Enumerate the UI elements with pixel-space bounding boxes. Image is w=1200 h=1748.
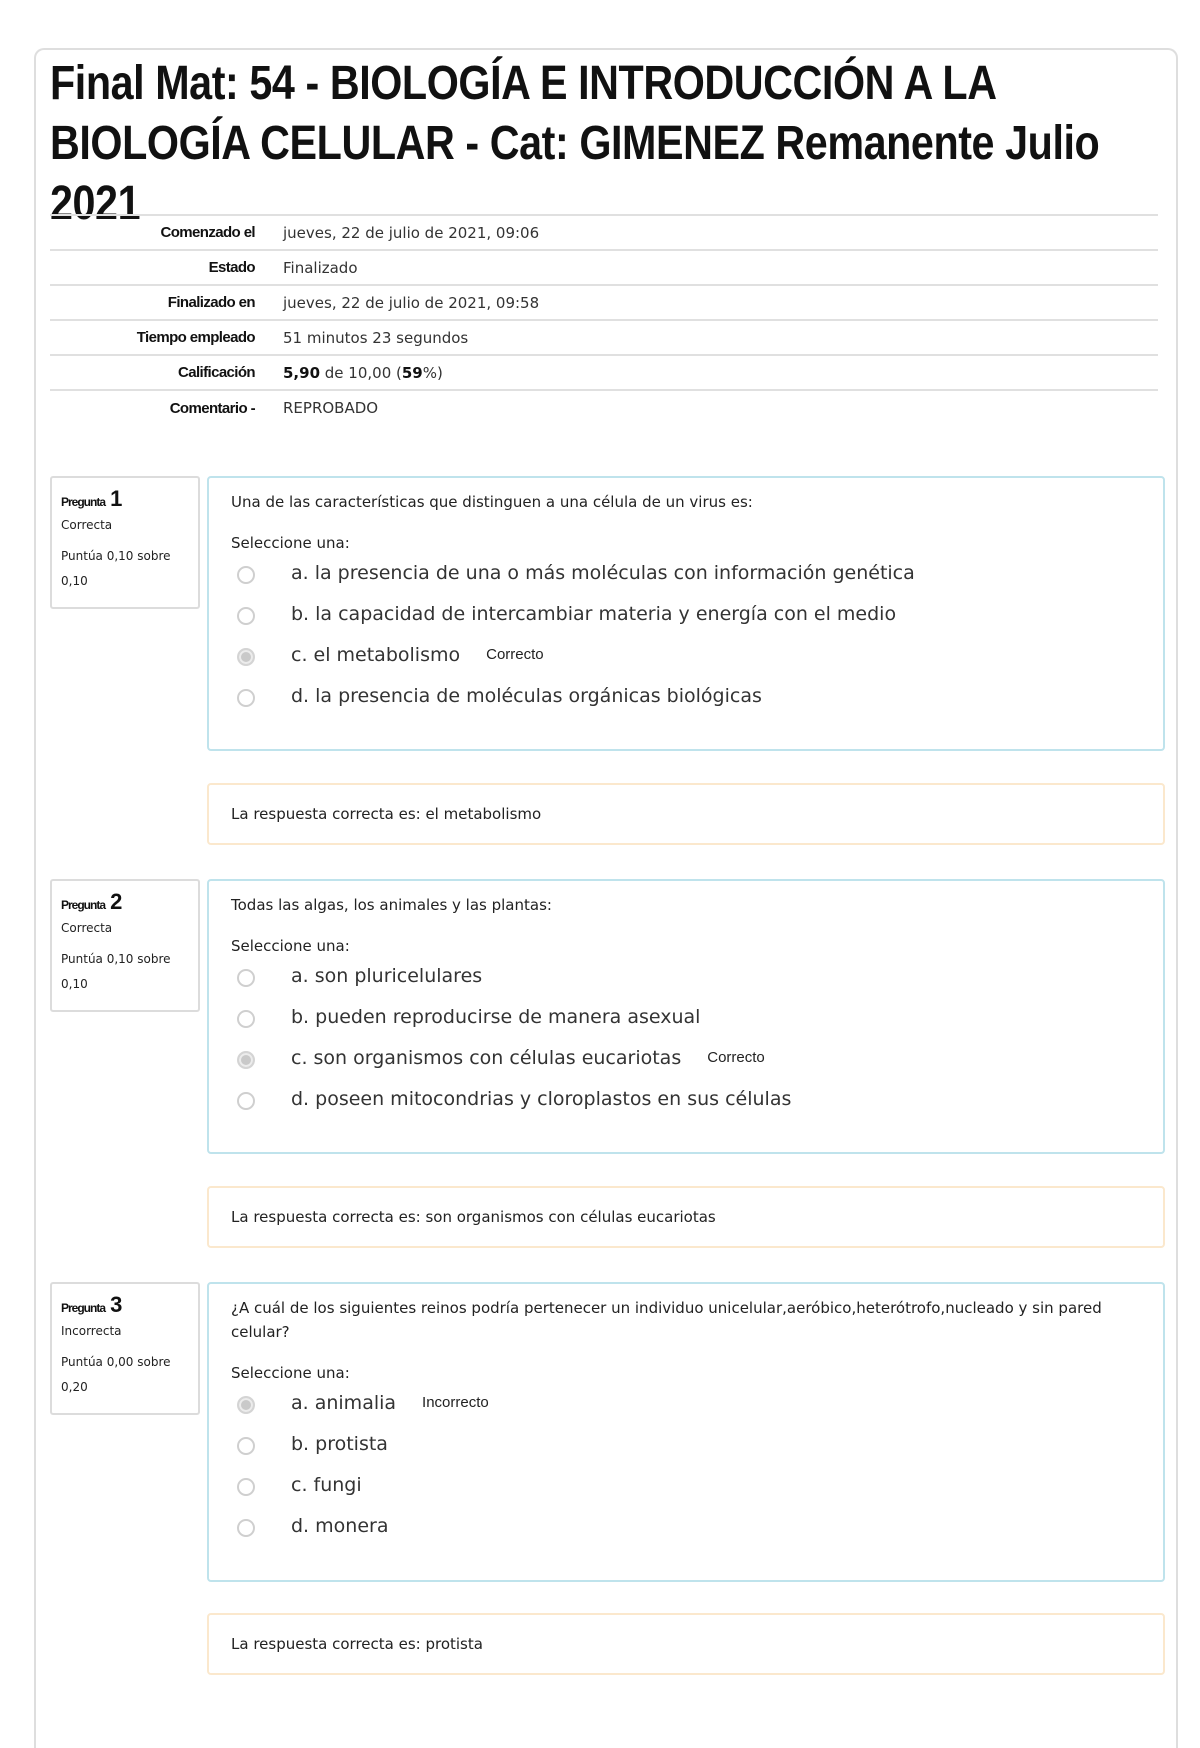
option-text: c. son organismos con células eucariotas xyxy=(291,1046,682,1069)
answer-option[interactable] xyxy=(231,675,1141,716)
answer-option[interactable] xyxy=(231,634,1141,675)
summary-label: Estado xyxy=(208,259,255,276)
option-text: d. la presencia de moléculas orgánicas biológicas xyxy=(291,684,762,707)
radio-button[interactable] xyxy=(237,607,255,625)
question-content-2 xyxy=(207,879,1165,1154)
question-grade: Puntúa 0,10 sobre 0,10 xyxy=(61,549,171,588)
answer-options xyxy=(231,552,1141,716)
summary-row-state xyxy=(50,250,1158,285)
answer-option[interactable] xyxy=(231,593,1141,634)
grade-close: %) xyxy=(422,363,443,382)
question-number: 2 xyxy=(110,889,123,914)
summary-label: Calificación xyxy=(178,364,255,381)
option-feedback: Incorrecto xyxy=(422,1394,489,1411)
page-title: Final Mat: 54 - BIOLOGÍA E INTRODUCCIÓN A LA BIOLOGÍA CELULAR - Cat: GIMENEZ Remanente Julio 2021 xyxy=(50,57,1100,230)
summary-row-grade xyxy=(50,355,1158,390)
answer-option[interactable] xyxy=(231,552,1141,593)
summary-label: Comentario - xyxy=(169,399,255,417)
summary-label: Finalizado en xyxy=(167,294,255,311)
question-content-1 xyxy=(207,476,1165,751)
radio-button[interactable] xyxy=(237,1010,255,1028)
summary-label: Tiempo empleado xyxy=(136,329,255,346)
question-prompt: Todas las algas, los animales y las plantas: xyxy=(231,896,552,914)
summary-value: Finalizado xyxy=(283,258,358,277)
correct-answer-box: La respuesta correcta es: el metabolismo xyxy=(207,783,1165,845)
answer-option[interactable] xyxy=(231,996,1141,1037)
summary-row-started xyxy=(50,215,1158,250)
question-content-3 xyxy=(207,1282,1165,1582)
option-feedback: Correcto xyxy=(707,1049,765,1066)
summary-row-finished xyxy=(50,285,1158,320)
question-number: 1 xyxy=(110,486,123,511)
question-label: Pregunta xyxy=(61,898,106,912)
attempt-summary-table xyxy=(50,214,1158,425)
question-label: Pregunta xyxy=(61,495,106,509)
summary-value xyxy=(273,355,1158,390)
option-text: d. poseen mitocondrias y cloroplastos en sus células xyxy=(291,1087,792,1110)
answer-option[interactable] xyxy=(231,1078,1141,1119)
radio-button[interactable] xyxy=(237,1437,255,1455)
radio-button[interactable] xyxy=(237,1519,255,1537)
option-text: a. animalia xyxy=(291,1391,397,1414)
correct-answer-box: La respuesta correcta es: son organismos con células eucariotas xyxy=(207,1186,1165,1248)
summary-row-time xyxy=(50,320,1158,355)
option-text: b. la capacidad de intercambiar materia y energía con el medio xyxy=(291,602,897,625)
option-text: d. monera xyxy=(291,1514,389,1537)
question-prompt: ¿A cuál de los siguientes reinos podría pertenecer un individuo unicelular,aeróbico,heterótrofo,nucleado y sin pared celular? xyxy=(231,1299,1102,1341)
option-feedback: Correcto xyxy=(486,646,544,663)
question-state: Correcta xyxy=(61,921,113,935)
summary-value: REPROBADO xyxy=(283,399,379,417)
summary-row-comment xyxy=(50,390,1158,425)
radio-button[interactable] xyxy=(237,689,255,707)
question-grade: Puntúa 0,10 sobre 0,10 xyxy=(61,952,171,991)
answer-options xyxy=(231,955,1141,1119)
option-text: b. pueden reproducirse de manera asexual xyxy=(291,1005,701,1028)
question-info-3 xyxy=(50,1282,200,1415)
grade-percent: 59 xyxy=(401,363,423,382)
answer-options xyxy=(231,1382,1141,1546)
answer-option[interactable] xyxy=(231,1464,1141,1505)
option-text: a. son pluricelulares xyxy=(291,964,483,987)
answer-option[interactable] xyxy=(231,955,1141,996)
option-text: c. el metabolismo xyxy=(291,643,461,666)
question-label: Pregunta xyxy=(61,1301,106,1315)
option-text: b. protista xyxy=(291,1432,388,1455)
correct-answer-box: La respuesta correcta es: protista xyxy=(207,1613,1165,1675)
question-state: Correcta xyxy=(61,518,113,532)
select-label: Seleccione una: xyxy=(231,937,350,955)
summary-label: Comenzado el xyxy=(160,224,255,241)
radio-button[interactable] xyxy=(237,1478,255,1496)
question-grade: Puntúa 0,00 sobre 0,20 xyxy=(61,1355,171,1394)
question-info-2 xyxy=(50,879,200,1012)
grade-of: de 10,00 ( xyxy=(320,363,402,382)
radio-button-checked[interactable] xyxy=(237,648,255,666)
radio-button-checked[interactable] xyxy=(237,1396,255,1414)
question-info-1 xyxy=(50,476,200,609)
select-label: Seleccione una: xyxy=(231,1364,350,1382)
grade-score: 5,90 xyxy=(283,363,321,382)
radio-button[interactable] xyxy=(237,566,255,584)
radio-button[interactable] xyxy=(237,1092,255,1110)
option-text: c. fungi xyxy=(291,1473,362,1496)
answer-option[interactable] xyxy=(231,1382,1141,1423)
summary-value: 51 minutos 23 segundos xyxy=(283,328,469,347)
summary-value: jueves, 22 de julio de 2021, 09:06 xyxy=(283,223,540,242)
option-text: a. la presencia de una o más moléculas con información genética xyxy=(291,561,915,584)
answer-option[interactable] xyxy=(231,1423,1141,1464)
answer-option[interactable] xyxy=(231,1505,1141,1546)
question-state: Incorrecta xyxy=(61,1324,122,1338)
summary-value: jueves, 22 de julio de 2021, 09:58 xyxy=(283,293,540,312)
radio-button-checked[interactable] xyxy=(237,1051,255,1069)
select-label: Seleccione una: xyxy=(231,534,350,552)
answer-option[interactable] xyxy=(231,1037,1141,1078)
question-prompt: Una de las características que distinguen a una célula de un virus es: xyxy=(231,493,753,511)
question-number: 3 xyxy=(110,1292,123,1317)
radio-button[interactable] xyxy=(237,969,255,987)
